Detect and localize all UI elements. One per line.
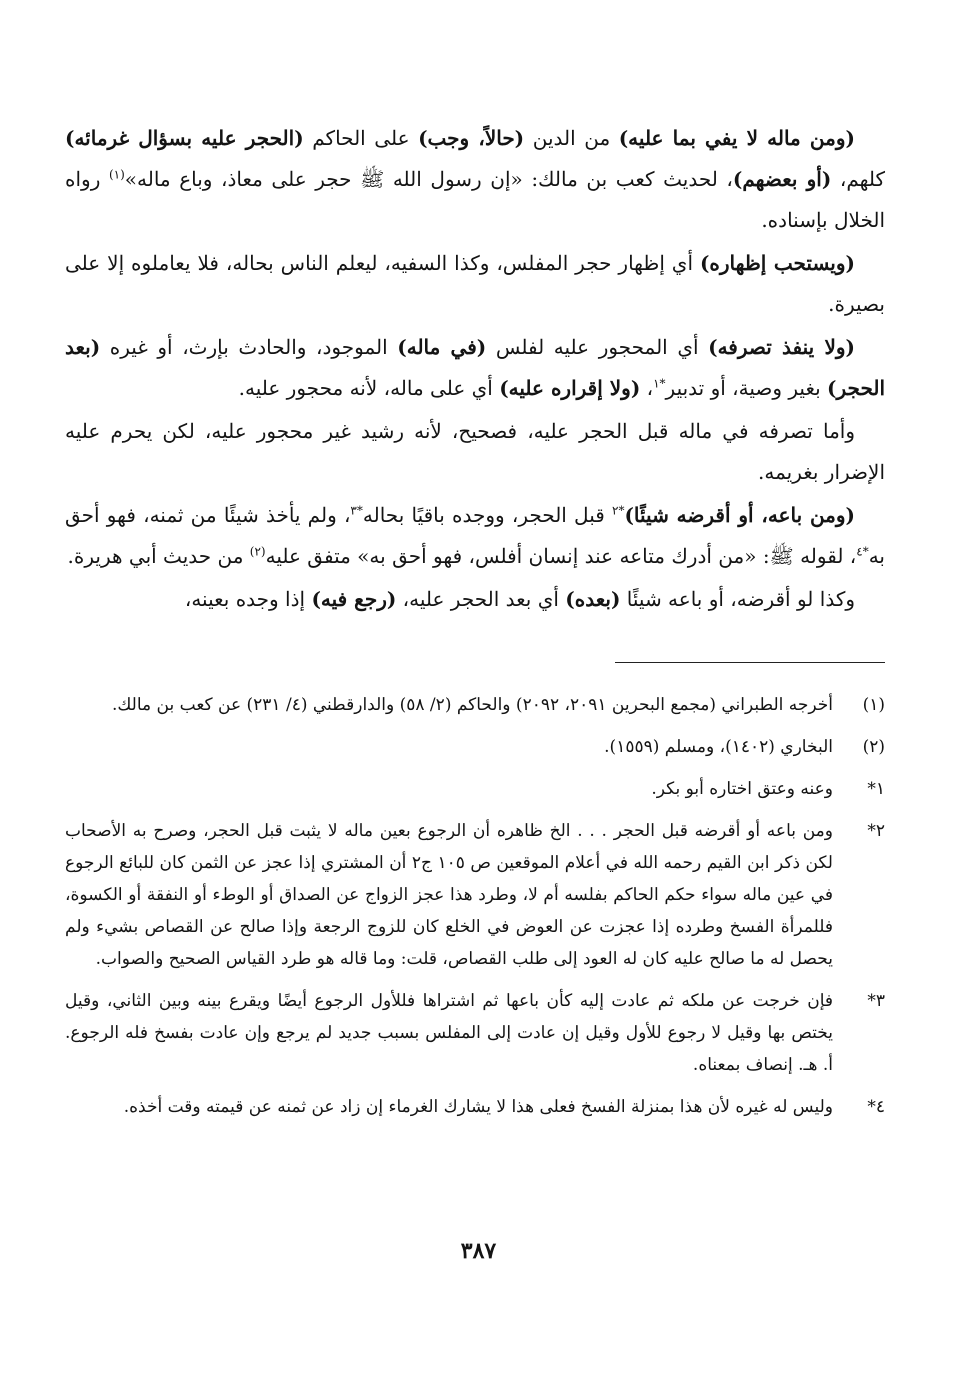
footnote-number: ٢* [867,821,885,841]
text-run: على الحاكم [303,126,419,150]
footnote-ref: *٤ [856,544,869,559]
bold-phrase: (ولا إقراره عليه) [499,376,641,400]
text-run: من حديث أبي هريرة. [67,544,250,568]
footnote-number: (١) [862,695,885,715]
text-run: قبل الحجر، ووجده باقيًا بحاله [362,503,613,527]
footnotes [65,689,885,1123]
text-run: الموجود، والحادث بإرث، أو غيره [100,335,398,359]
footnote-star-3 [65,985,885,1081]
footnote-text: وعنه وعتق اختاره أبو بكر. [651,779,833,799]
text-run: أي المحجور عليه لفلس [486,335,709,359]
footnote-ref: *٣ [350,503,363,518]
text-run: إذا وجده بعينه، [184,587,312,611]
bold-phrase: (ويستحب إظهاره) [699,251,855,275]
text-run: من الدين [524,126,619,150]
bold-phrase: (الحجر عليه بسؤال غرمائه) [65,126,304,150]
footnote-text: فإن خرجت عن ملكه ثم عادت إليه كأن باعها ثم اشتراها فللأول الرجوع أيضًا ويقرع بينه وبين الثاني، وقيل يختص بها وقيل لا رجوع للأول وقيل إن عادت إلى المفلس بسبب جديد لم يرجع وإن عادت بفسخ فله الرجوع. أ. هـ. إنصاف بمعناه. [65,991,833,1075]
footnote-1 [65,689,885,721]
footnote-divider [615,662,885,663]
footnote-text: ومن باعه أو أقرضه قبل الحجر . . . الخ ظاهره أن الرجوع بعين ماله لا يثبت قبل الحجر، وصرح به الأصحاب لكن ذكر ابن القيم رحمه الله في أعلام الموقعين ص ١٠٥ ج٢ أن المشتري إذا عجز عن الثمن كان للبائع الرجوع في عين ماله سواء حكم الحاكم بفلسه أم لا، وطرد هذا عجز الزواج عن الصداق أو الوطء أو النفقة أو الكسوة، فللمرأة الفسخ وطرده إذا عجزت عن العوض في الخلع كان للزوج الرجعة وإذا صالح عن القصاص بشيء ولم يحصل له ما صالح عليه كان له العود إلى طلب القصاص، قلت: وما قاله هو طرد القياس الصحيح والصواب. [65,821,833,969]
page-number: ٣٨٧ [460,1238,497,1264]
footnote-2 [65,731,885,763]
footnote-number: ٤* [867,1097,885,1117]
text-run: ، ولم يأخذ شيئًا من ثمنه، فهو أحق به [65,503,885,568]
paragraph-3 [65,327,885,409]
bold-phrase: (أو بعضهم) [732,167,832,191]
footnote-ref: *١ [653,376,666,391]
bold-phrase: (في ماله) [397,335,487,359]
text-run: أي إظهار حجر المفلس، وكذا السفيه، ليعلم الناس بحاله، فلا يعاملوه إلا على بصيرة. [65,251,885,316]
text-run: أي على ماله، لأنه محجور عليه. [238,376,500,400]
paragraph-4 [65,411,885,493]
footnote-text: البخاري (١٤٠٢)، ومسلم (١٥٥٩). [604,737,833,757]
bold-phrase: (بعده) [565,587,621,611]
footnote-ref: *٢ [612,503,625,518]
text-run: رواه الخلال بإسناده. [65,167,885,232]
text-run: ، لقوله ﷺ: «من أدرك متاعه عند إنسان أفلس، فهو أحق به» متفق عليه [265,544,857,568]
text-run: وأما تصرفه في ماله قبل الحجر عليه، فصحيح، لأنه رشيد غير محجور عليه، لكن يحرم عليه الإضرار بغريمه. [65,419,885,484]
footnote-text: وليس له غيره لأن هذا بمنزلة الفسخ فعلى هذا لا يشارك الغرماء إن زاد عن ثمنه عن قيمته وقت أخذه. [123,1097,833,1117]
page-content [65,118,885,1133]
footnote-ref: (٢) [249,544,266,559]
footnote-number: ٣* [867,991,885,1011]
text-run: بغير وصية، أو تدبير [665,376,828,400]
paragraph-1 [65,118,885,241]
bold-phrase: (ولا ينفذ تصرفه) [708,335,855,359]
bold-phrase: (ومن باعه، أو أقرضه شيئًا) [624,503,856,527]
footnote-number: (٢) [862,737,885,757]
bold-phrase: (ومن ماله لا يفي بما عليه) [618,126,855,150]
text-run: أي بعد الحجر عليه، [396,587,566,611]
footnote-number: ١* [867,779,885,799]
footnote-star-2 [65,815,885,975]
bold-phrase: (حالاً، وجب) [418,126,525,150]
bold-phrase: (رجع فيه) [311,587,397,611]
paragraph-6 [65,579,885,620]
paragraph-2 [65,243,885,325]
footnote-ref: (١) [108,167,125,182]
footnote-text: أخرجه الطبراني (مجمع البحرين ٢٠٩١، ٢٠٩٢) والحاكم (٢/ ٥٨) والدارقطني (٤/ ٢٣١) عن كعب بن مالك. [111,695,833,715]
footnote-star-4 [65,1091,885,1123]
text-run: ، [640,376,654,400]
text-run: كلهم، [831,167,885,191]
footnote-star-1 [65,773,885,805]
text-run: ، لحديث كعب بن مالك: «إن رسول الله ﷺ حجر على معاذ، وباع ماله» [124,167,733,191]
paragraph-5 [65,495,885,577]
bold-phrase: (بعد الحجر) [65,335,885,400]
text-run: وكذا لو أقرضه، أو باعه شيئًا [620,587,855,611]
main-text [65,118,885,620]
